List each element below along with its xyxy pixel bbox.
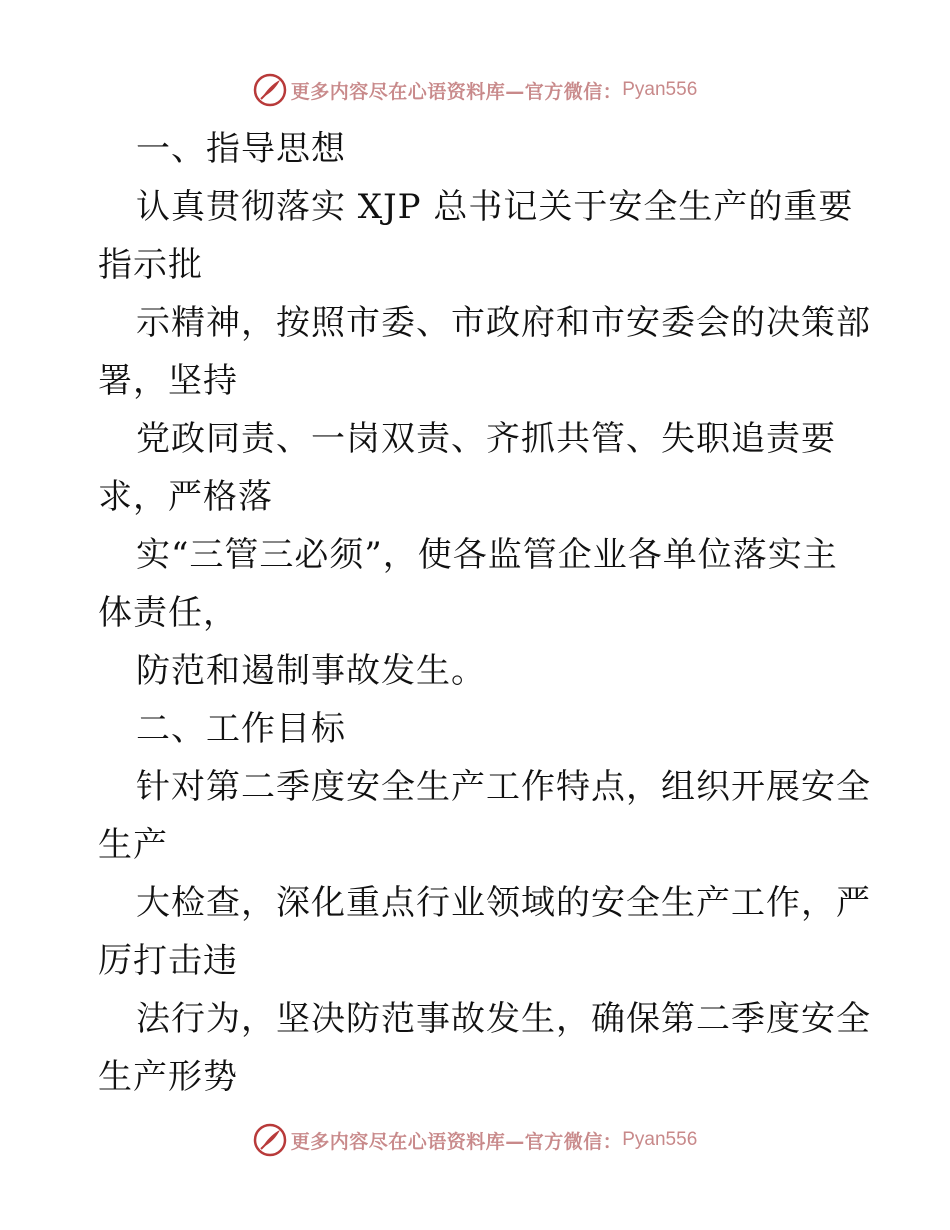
watermark-text: 更多内容尽在心语资料库—官方微信： [290,80,623,103]
watermark-wechat-id: Pyan556 [622,1129,698,1150]
paragraph-line: 求，严格落 [98,477,273,517]
paragraph-line: 法行为，坚决防范事故发生，确保第二季度安全 [136,999,871,1039]
paragraph-line: 针对第二季度安全生产工作特点，组织开展安全 [136,767,871,807]
paragraph-line: 厉打击违 [98,941,238,981]
paragraph-line: 署，坚持 [98,361,238,401]
watermark-wechat-id: Pyan556 [622,79,698,100]
watermark-banner-top [0,70,950,110]
paragraph-line: 党政同责、一岗双责、齐抓共管、失职追责要 [136,419,836,459]
paragraph-line: 生产形势 [98,1057,238,1097]
paragraph-line: 生产 [98,825,168,865]
watermark-text: 更多内容尽在心语资料库—官方微信： [290,1130,623,1153]
paragraph-line: 大检查，深化重点行业领域的安全生产工作，严 [136,883,871,923]
paragraph-line: 指示批 [98,245,203,285]
paragraph-line: 防范和遏制事故发生。 [136,651,486,691]
paragraph-line: 示精神，按照市委、市政府和市安委会的决策部 [136,303,871,343]
paragraph-line: 实“三管三必须”，使各监管企业各单位落实主 [136,535,838,575]
section-heading-1: 一、指导思想 [136,129,346,169]
section-heading-2: 二、工作目标 [136,709,346,749]
paragraph-line: 认真贯彻落实 XJP 总书记关于安全生产的重要 [136,187,854,227]
quill-pen-logo-icon [253,73,287,107]
paragraph-line: 体责任， [98,593,238,633]
watermark-banner-bottom [0,1120,950,1160]
quill-pen-logo-icon [253,1123,287,1157]
